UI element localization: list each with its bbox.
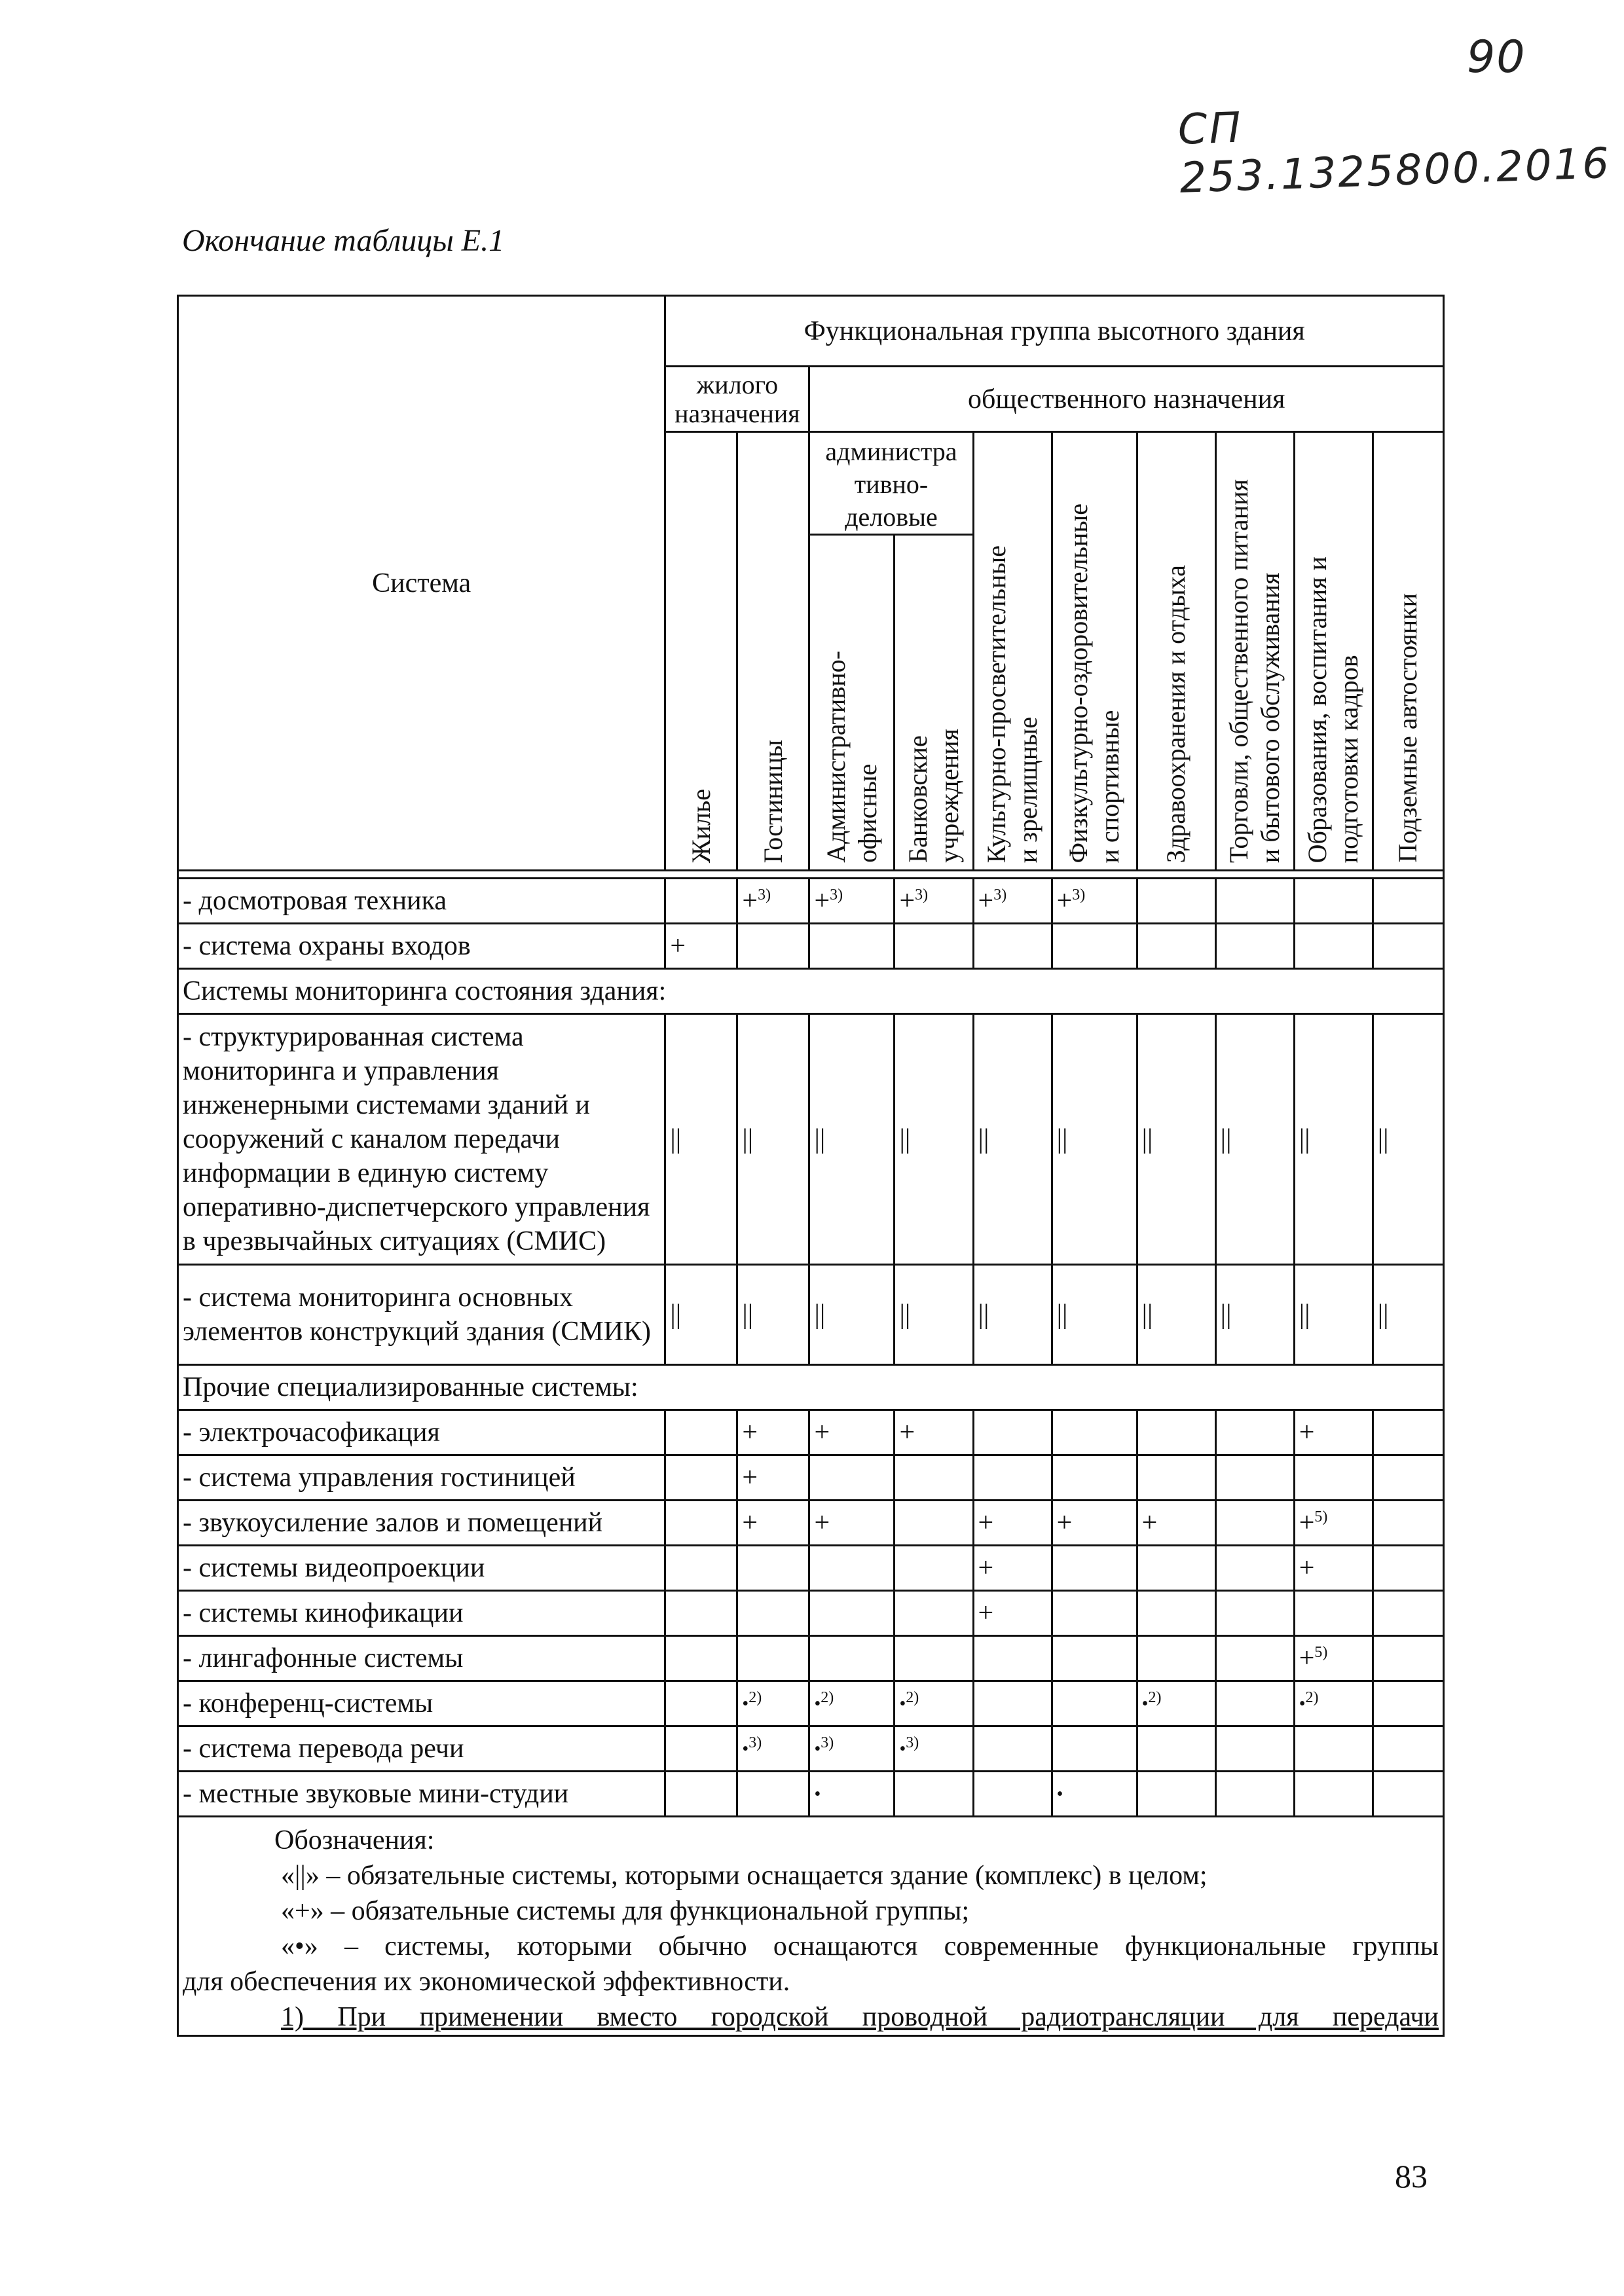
- cell-value: [1373, 1726, 1443, 1772]
- cell-value: [973, 1410, 1052, 1455]
- section-row: [178, 1365, 1444, 1410]
- handwritten-page-number: 90: [1467, 31, 1526, 83]
- cell-value: •$^{2)}$: [737, 1681, 809, 1726]
- cell-value: [737, 1591, 809, 1636]
- cell-value: [1052, 1681, 1137, 1726]
- header-col-4: Культурно-просветительные и зрелищные: [973, 432, 1052, 871]
- cell-value: +$^{5)}$: [1294, 1636, 1373, 1681]
- cell-value: [1215, 1681, 1294, 1726]
- cell-value: ||: [895, 1014, 973, 1265]
- header-residential: жилого назначения: [665, 367, 809, 432]
- cell-value: •: [809, 1772, 895, 1817]
- cell-value: ||: [665, 1014, 737, 1265]
- cell-value: ||: [1373, 1265, 1443, 1365]
- row-label: - система мониторинга основных элементов конструкций здания (СМИК): [178, 1265, 665, 1365]
- cell-value: [1373, 1772, 1443, 1817]
- cell-value: [973, 1726, 1052, 1772]
- table-row: [178, 1546, 1444, 1591]
- cell-value: [895, 924, 973, 969]
- table-row: [178, 1501, 1444, 1546]
- table-row: [178, 1410, 1444, 1455]
- cell-value: +: [665, 924, 737, 969]
- cell-value: [1373, 1681, 1443, 1726]
- cell-value: +: [809, 1501, 895, 1546]
- cell-value: [1294, 1591, 1373, 1636]
- cell-value: [1294, 1772, 1373, 1817]
- cell-value: [737, 924, 809, 969]
- cell-value: ||: [1294, 1014, 1373, 1265]
- cell-value: ||: [809, 1265, 895, 1365]
- cell-value: [1215, 1591, 1294, 1636]
- header-col-1: Гостиницы: [737, 432, 809, 871]
- cell-value: [1052, 1636, 1137, 1681]
- cell-value: +: [809, 1410, 895, 1455]
- cell-value: [1137, 1772, 1215, 1817]
- row-label: - система охраны входов: [178, 924, 665, 969]
- cell-value: [665, 879, 737, 924]
- table-caption: Окончание таблицы Е.1: [182, 223, 505, 258]
- cell-value: [1373, 1501, 1443, 1546]
- cell-value: +: [737, 1455, 809, 1501]
- row-label: - лингафонные системы: [178, 1636, 665, 1681]
- cell-value: [665, 1726, 737, 1772]
- cell-value: +: [1294, 1410, 1373, 1455]
- cell-value: [895, 1591, 973, 1636]
- table-row: [178, 1681, 1444, 1726]
- row-label: - досмотровая техника: [178, 879, 665, 924]
- cell-value: ||: [1373, 1014, 1443, 1265]
- cell-value: [1373, 1591, 1443, 1636]
- cell-value: ||: [737, 1265, 809, 1365]
- header-col-5: Физкультурно-оздоровительные и спортивные: [1052, 432, 1137, 871]
- cell-value: •$^{2)}$: [809, 1681, 895, 1726]
- cell-value: [665, 1681, 737, 1726]
- cell-value: [1137, 1726, 1215, 1772]
- row-label: - системы кинофикации: [178, 1591, 665, 1636]
- cell-value: [895, 1455, 973, 1501]
- cell-value: •$^{3)}$: [809, 1726, 895, 1772]
- cell-value: [1052, 1455, 1137, 1501]
- table-row: [178, 1772, 1444, 1817]
- cell-value: ||: [1215, 1265, 1294, 1365]
- header-col-0: Жилье: [665, 432, 737, 871]
- cell-value: [1052, 1546, 1137, 1591]
- footnote-1: 1) При применении вместо городской проводной радиотрансляции для передачи: [281, 2002, 1439, 2032]
- header-col-2: Административно- офисные: [809, 535, 895, 871]
- table-row: [178, 1455, 1444, 1501]
- header-functional-group: Функциональная группа высотного здания: [665, 296, 1444, 367]
- table-row: [178, 1014, 1444, 1265]
- section-label: Системы мониторинга состояния здания:: [178, 969, 1444, 1014]
- cell-value: [1137, 1410, 1215, 1455]
- cell-value: [1137, 1546, 1215, 1591]
- cell-value: ||: [665, 1265, 737, 1365]
- cell-value: [665, 1455, 737, 1501]
- cell-value: +: [1052, 1501, 1137, 1546]
- notes-title: Обозначения:: [274, 1825, 435, 1855]
- row-label: - система управления гостиницей: [178, 1455, 665, 1501]
- cell-value: [1137, 1455, 1215, 1501]
- cell-value: [1215, 1772, 1294, 1817]
- cell-value: •$^{3)}$: [737, 1726, 809, 1772]
- cell-value: [1215, 1501, 1294, 1546]
- cell-value: [1373, 879, 1443, 924]
- cell-value: [1294, 1726, 1373, 1772]
- page-number: 83: [1395, 2158, 1428, 2195]
- cell-value: [1137, 879, 1215, 924]
- cell-value: [665, 1772, 737, 1817]
- row-label: - местные звуковые мини-студии: [178, 1772, 665, 1817]
- cell-value: •: [1052, 1772, 1137, 1817]
- cell-value: [809, 924, 895, 969]
- table-body: [178, 879, 1444, 1817]
- table-row: [178, 1591, 1444, 1636]
- cell-value: ||: [1137, 1014, 1215, 1265]
- cell-value: [895, 1501, 973, 1546]
- cell-value: •$^{3)}$: [895, 1726, 973, 1772]
- cell-value: [1052, 1726, 1137, 1772]
- note-typical-second: для обеспечения их экономической эффективности.: [183, 1967, 790, 1997]
- header-admin: администра тивно-деловые: [809, 432, 973, 535]
- cell-value: •$^{2)}$: [1137, 1681, 1215, 1726]
- header-col-6: Здравоохранения и отдыха: [1137, 432, 1215, 871]
- table-row: [178, 1636, 1444, 1681]
- cell-value: [737, 1546, 809, 1591]
- cell-value: [1294, 924, 1373, 969]
- cell-value: [809, 1636, 895, 1681]
- cell-value: ||: [1052, 1014, 1137, 1265]
- cell-value: +$^{5)}$: [1294, 1501, 1373, 1546]
- note-mandatory-building: «||» – обязательные системы, которыми оснащается здание (комплекс) в целом;: [281, 1861, 1208, 1891]
- section-label: Прочие специализированные системы:: [178, 1365, 1444, 1410]
- handwritten-document-code: СП 253.1325800.2016: [1177, 103, 1612, 203]
- cell-value: [1373, 1636, 1443, 1681]
- row-label: - системы видеопроекции: [178, 1546, 665, 1591]
- cell-value: ||: [1294, 1265, 1373, 1365]
- cell-value: •$^{2)}$: [895, 1681, 973, 1726]
- cell-value: [809, 1546, 895, 1591]
- table-row: [178, 1726, 1444, 1772]
- cell-value: [1137, 1636, 1215, 1681]
- row-label: - электрочасофикация: [178, 1410, 665, 1455]
- cell-value: +$^{3)}$: [809, 879, 895, 924]
- systems-table: [177, 295, 1445, 2037]
- cell-value: [1215, 1410, 1294, 1455]
- cell-value: ||: [895, 1265, 973, 1365]
- cell-value: [895, 1636, 973, 1681]
- cell-value: [1137, 1591, 1215, 1636]
- cell-value: [665, 1591, 737, 1636]
- cell-value: +: [973, 1501, 1052, 1546]
- section-row: [178, 969, 1444, 1014]
- cell-value: +$^{3)}$: [895, 879, 973, 924]
- cell-value: ||: [973, 1265, 1052, 1365]
- header-system: Система: [178, 296, 665, 871]
- cell-value: +: [895, 1410, 973, 1455]
- cell-value: [973, 924, 1052, 969]
- cell-value: +$^{3)}$: [1052, 879, 1137, 924]
- cell-value: +: [973, 1546, 1052, 1591]
- header-col-8: Образования, воспитания и подготовки кадров: [1294, 432, 1373, 871]
- cell-value: [1215, 1546, 1294, 1591]
- cell-value: [1215, 1636, 1294, 1681]
- cell-value: +: [737, 1501, 809, 1546]
- cell-value: +$^{3)}$: [973, 879, 1052, 924]
- cell-value: [737, 1772, 809, 1817]
- row-label: - конференц-системы: [178, 1681, 665, 1726]
- cell-value: +: [1294, 1546, 1373, 1591]
- cell-value: [1373, 1410, 1443, 1455]
- table-row: [178, 924, 1444, 969]
- header-col-9: Подземные автостоянки: [1373, 432, 1443, 871]
- cell-value: +$^{3)}$: [737, 879, 809, 924]
- cell-value: [1215, 1726, 1294, 1772]
- cell-value: [737, 1636, 809, 1681]
- cell-value: [973, 1681, 1052, 1726]
- cell-value: [1052, 1410, 1137, 1455]
- cell-value: [973, 1772, 1052, 1817]
- cell-value: [1052, 924, 1137, 969]
- note-mandatory-group: «+» – обязательные системы для функциональной группы;: [281, 1896, 970, 1926]
- header-public: общественного назначения: [809, 367, 1444, 432]
- cell-value: [1373, 1546, 1443, 1591]
- table-row: [178, 1265, 1444, 1365]
- note-typical-first: «•» – системы, которыми обычно оснащаются современные функциональные группы: [281, 1931, 1439, 1961]
- cell-value: [809, 1455, 895, 1501]
- notes: [178, 1817, 1444, 2036]
- cell-value: ||: [737, 1014, 809, 1265]
- cell-value: +: [737, 1410, 809, 1455]
- cell-value: [665, 1410, 737, 1455]
- cell-value: [665, 1546, 737, 1591]
- cell-value: [1373, 924, 1443, 969]
- cell-value: [1373, 1455, 1443, 1501]
- cell-value: [895, 1546, 973, 1591]
- cell-value: [1215, 879, 1294, 924]
- cell-value: [665, 1501, 737, 1546]
- cell-value: [1215, 924, 1294, 969]
- cell-value: +: [973, 1591, 1052, 1636]
- cell-value: ||: [809, 1014, 895, 1265]
- cell-value: ||: [973, 1014, 1052, 1265]
- cell-value: [665, 1636, 737, 1681]
- header-col-7: Торговли, общественного питания и бытового обслуживания: [1215, 432, 1294, 871]
- cell-value: ||: [1137, 1265, 1215, 1365]
- row-label: - система перевода речи: [178, 1726, 665, 1772]
- cell-value: [809, 1591, 895, 1636]
- cell-value: [1052, 1591, 1137, 1636]
- cell-value: [1215, 1455, 1294, 1501]
- cell-value: +: [1137, 1501, 1215, 1546]
- row-label: - структурированная система мониторинга и управления инженерными системами зданий и сооружений с каналом передачи информации в единую систему оперативно-диспетчерского управления в чрезвычайных ситуациях (СМИС): [178, 1014, 665, 1265]
- row-label: - звукоусиление залов и помещений: [178, 1501, 665, 1546]
- cell-value: ||: [1052, 1265, 1137, 1365]
- cell-value: [1137, 924, 1215, 969]
- cell-value: [1294, 879, 1373, 924]
- cell-value: ||: [1215, 1014, 1294, 1265]
- cell-value: •$^{2)}$: [1294, 1681, 1373, 1726]
- cell-value: [895, 1772, 973, 1817]
- cell-value: [1294, 1455, 1373, 1501]
- cell-value: [973, 1455, 1052, 1501]
- cell-value: [973, 1636, 1052, 1681]
- table-row: [178, 879, 1444, 924]
- header-col-3: Банковские учреждения: [895, 535, 973, 871]
